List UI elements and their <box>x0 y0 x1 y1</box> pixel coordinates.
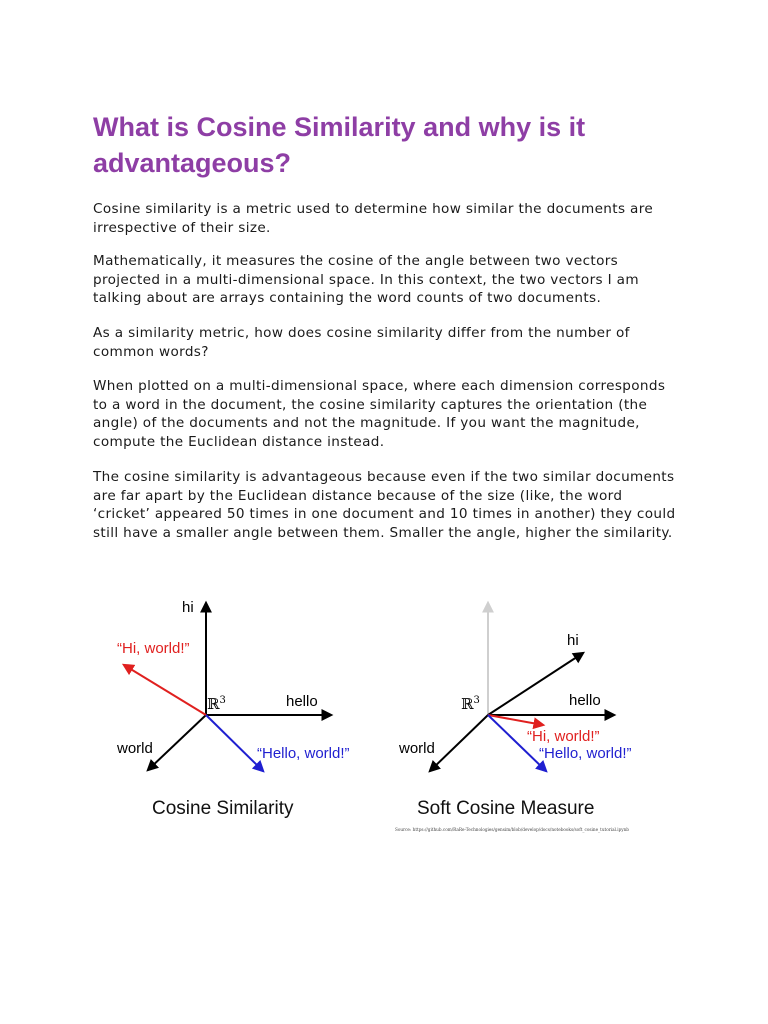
article-title: What is Cosine Similarity and why is it advantageous? <box>93 112 586 178</box>
hello-world-label: “Hello, world!” <box>539 745 632 762</box>
paragraph-math: Mathematically, it measures the cosine of the angle between two vectors projected in a multi-dimensional space. In this context, the two vectors I am talking about are arrays containing the word counts of two documents. <box>93 253 639 306</box>
hi-world-vector <box>124 665 206 715</box>
hello-world-label: “Hello, world!” <box>257 745 350 762</box>
hi-axis-label: hi <box>182 599 194 616</box>
world-axis <box>430 715 488 771</box>
hi-world-label: “Hi, world!” <box>527 728 600 745</box>
paragraph-definition: Cosine similarity is a metric used to determine how similar the documents are irrespective of their size. <box>93 201 654 236</box>
similarity-figure <box>95 575 675 840</box>
soft-cosine-diagram <box>398 603 632 819</box>
paragraph-orientation: When plotted on a multi-dimensional space, where each dimension corresponds to a word in the document, the cosine similarity captures the orientation (the angle) of the documents and not the magnitude. If you want the magnitude, compute the Euclidean distance instead. <box>93 378 666 450</box>
source-note: Source: https://github.com/RaRe-Technologies/gensim/blob/develop/docs/notebooks/soft_cosine_tutorial.ipynb <box>395 827 629 832</box>
paragraph-question: As a similarity metric, how does cosine similarity differ from the number of common words? <box>93 325 630 360</box>
cosine-similarity-diagram <box>116 599 350 819</box>
cosine-similarity-caption: Cosine Similarity <box>152 798 294 819</box>
hi-axis-label: hi <box>567 632 579 649</box>
space-label: ℝ$^3$ <box>461 695 480 713</box>
hi-world-label: “Hi, world!” <box>117 640 190 657</box>
paragraph-advantage: The cosine similarity is advantageous because even if the two similar documents are far apart by the Euclidean distance because of the size (like, the word ‘cricket’ appeared 50 times in one document and 10 times in another) they could still have a smaller angle between them. Smaller the angle, higher the similarity. <box>93 469 676 541</box>
space-label: ℝ$^3$ <box>207 695 226 713</box>
hello-world-vector <box>206 715 263 771</box>
world-axis-label: world <box>117 740 153 757</box>
similarity-figure-svg <box>95 575 675 840</box>
soft-cosine-caption: Soft Cosine Measure <box>417 798 595 819</box>
world-axis-label: world <box>399 740 435 757</box>
world-axis <box>148 715 206 770</box>
hello-axis-label: hello <box>569 692 601 709</box>
hello-axis-label: hello <box>286 693 318 710</box>
